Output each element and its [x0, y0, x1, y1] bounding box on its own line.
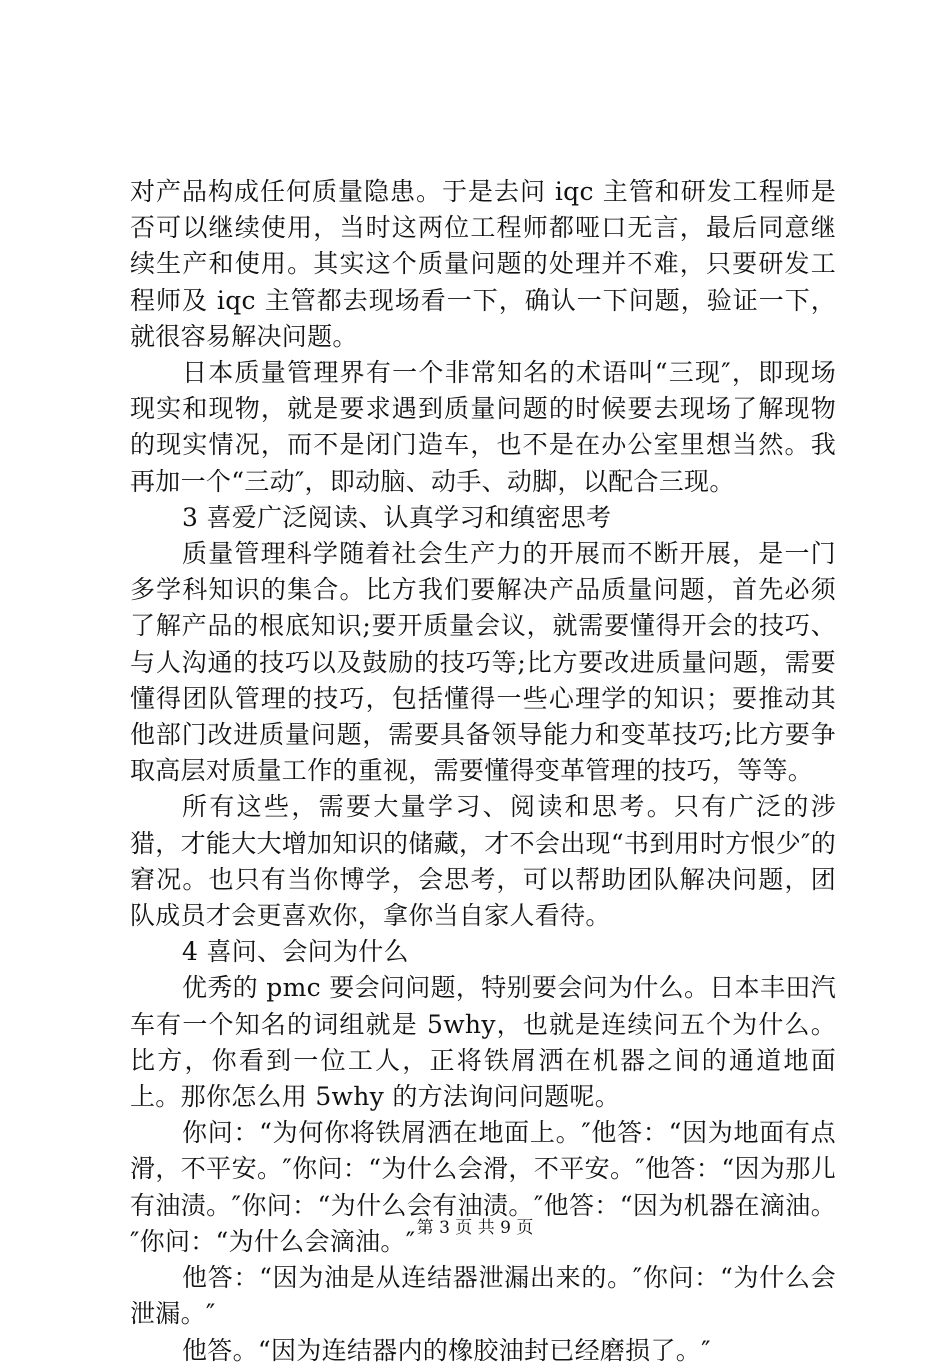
section-heading-4: 4 喜问、会问为什么	[182, 937, 409, 967]
paragraph-dialogue-1: 你问：“为何你将铁屑洒在地面上。″他答：“因为地面有点滑，不平安。″你问：“为什么会滑，不平安。″他答：“因为那儿有油渍。″你问：“为什么会有油渍。″他答：“因为机器在滴油。″你问：“为什么会滴油。″	[130, 1118, 836, 1256]
paragraph-5why-intro: 优秀的 pmc 要会问问题，特别要会问为什么。日本丰田汽车有一个知名的词组就是 5why，也就是连续问五个为什么。比方，你看到一位工人，正将铁屑洒在机器之间的通道地面上。那你怎么用 5why 的方法询问问题呢。	[130, 973, 836, 1112]
page-number: 第 3 页 共 9 页	[416, 1218, 534, 1238]
paragraph-dialogue-2: 他答：“因为油是从连结器泄漏出来的。″你问：“为什么会泄漏。″	[130, 1263, 836, 1329]
paragraph-continuation: 对产品构成任何质量隐患。于是去问 iqc 主管和研发工程师是否可以继续使用，当时这两位工程师都哑口无言，最后同意继续生产和使用。其实这个质量问题的处理并不难，只要研发工程师及 iqc 主管都去现场看一下，确认一下问题，验证一下，就很容易解决问题。	[130, 177, 836, 351]
paragraph-three-actuals: 日本质量管理界有一个非常知名的术语叫“三现″，即现场现实和现物，就是要求遇到质量问题的时候要去现场了解现物的现实情况，而不是闭门造车，也不是在办公室里想当然。我再加一个“三动″，即动脑、动手、动脚，以配合三现。	[130, 358, 836, 496]
paragraph-dialogue-3: 他答。“因为连结器内的橡胶油封已经磨损了。″	[182, 1335, 711, 1365]
page-footer	[0, 1217, 950, 1239]
document-body	[130, 174, 836, 1369]
paragraph-quality-science: 质量管理科学随着社会生产力的开展而不断开展，是一门多学科知识的集合。比方我们要解决产品质量问题，首先必须了解产品的根底知识;要开质量会议，就需要懂得开会的技巧、与人沟通的技巧以及鼓励的技巧等;比方要改进质量问题，需要懂得团队管理的技巧，包括懂得一些心理学的知识；要推动其他部门改进质量问题，需要具备领导能力和变革技巧;比方要争取高层对质量工作的重视，需要懂得变革管理的技巧，等等。	[130, 539, 836, 786]
paragraph-learning: 所有这些，需要大量学习、阅读和思考。只有广泛的涉猎，才能大大增加知识的储藏，才不会出现“书到用时方恨少″的窘况。也只有当你博学，会思考，可以帮助团队解决问题，团队成员才会更喜欢你，拿你当自家人看待。	[130, 792, 836, 931]
section-heading-3: 3 喜爱广泛阅读、认真学习和缜密思考	[182, 502, 612, 532]
